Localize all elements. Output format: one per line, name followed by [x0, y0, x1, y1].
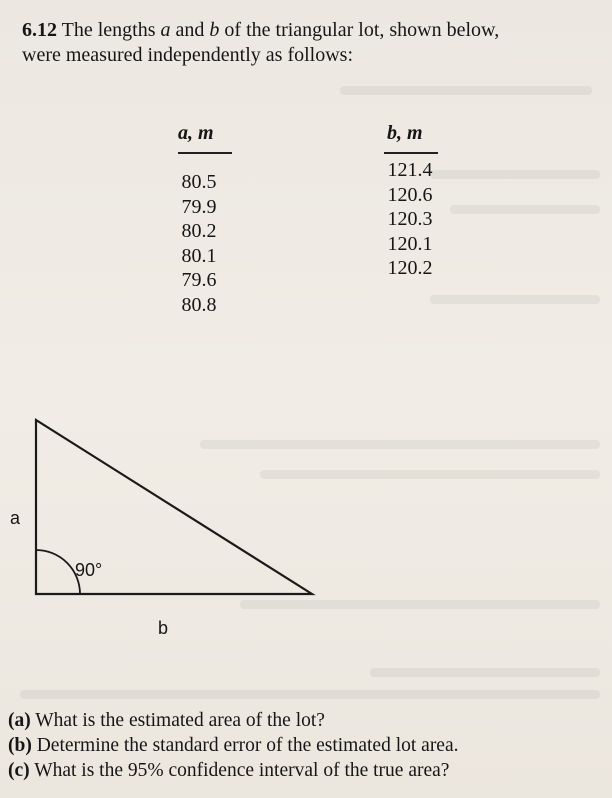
header-rule-a [178, 152, 232, 154]
question-tag: (c) [8, 760, 30, 781]
variable-a: a [160, 19, 171, 41]
column-b-value: 120.1 [387, 232, 433, 255]
question-tag: (b) [8, 735, 32, 756]
angle-label: 90° [75, 560, 103, 580]
bleed-through-band [20, 690, 600, 699]
column-a-values [168, 170, 230, 317]
column-b-values [378, 158, 442, 281]
question-item [8, 758, 608, 783]
bleed-through-band [450, 205, 600, 214]
question-text: What is the 95% confidence interval of the true area? [34, 760, 450, 781]
problem-number: 6.12 [22, 19, 57, 41]
problem-line-2: were measured independently as follows: [22, 44, 354, 66]
column-a-value: 79.9 [181, 195, 217, 218]
question-item [8, 708, 608, 733]
triangle-figure [0, 400, 612, 660]
header-rule-b [384, 152, 438, 154]
problem-line-1 [22, 18, 602, 43]
question-text: What is the estimated area of the lot? [35, 710, 325, 731]
column-b-value: 120.2 [387, 257, 433, 279]
column-a-value: 80.8 [181, 293, 217, 316]
column-a-value: 80.1 [181, 244, 217, 267]
side-b-label: b [158, 618, 169, 638]
column-b-value: 120.3 [387, 208, 433, 230]
question-item [8, 733, 608, 758]
bleed-through-band [430, 295, 600, 304]
column-a-value: 79.6 [181, 269, 217, 291]
variable-b: b [209, 19, 220, 41]
question-text: Determine the standard error of the estimated lot area. [36, 735, 459, 756]
column-header-b: b, m [387, 122, 423, 144]
column-a-value: 80.5 [181, 171, 217, 193]
column-b-value: 120.6 [387, 183, 433, 206]
bleed-through-band [340, 86, 592, 95]
question-list [8, 708, 608, 783]
problem-text-1: The lengths a and b of the triangular lot, shown below, [61, 19, 500, 41]
column-b-value: 121.4 [387, 159, 433, 181]
side-a-label: a [10, 508, 21, 528]
bleed-through-band [430, 170, 600, 179]
bleed-through-band [370, 668, 600, 677]
right-triangle-diagram [0, 400, 612, 660]
right-angle-arc [36, 550, 80, 594]
question-tag: (a) [8, 710, 31, 731]
problem-statement [22, 18, 602, 68]
column-header-a: a, m [178, 122, 214, 144]
column-a-value: 80.2 [181, 220, 217, 242]
